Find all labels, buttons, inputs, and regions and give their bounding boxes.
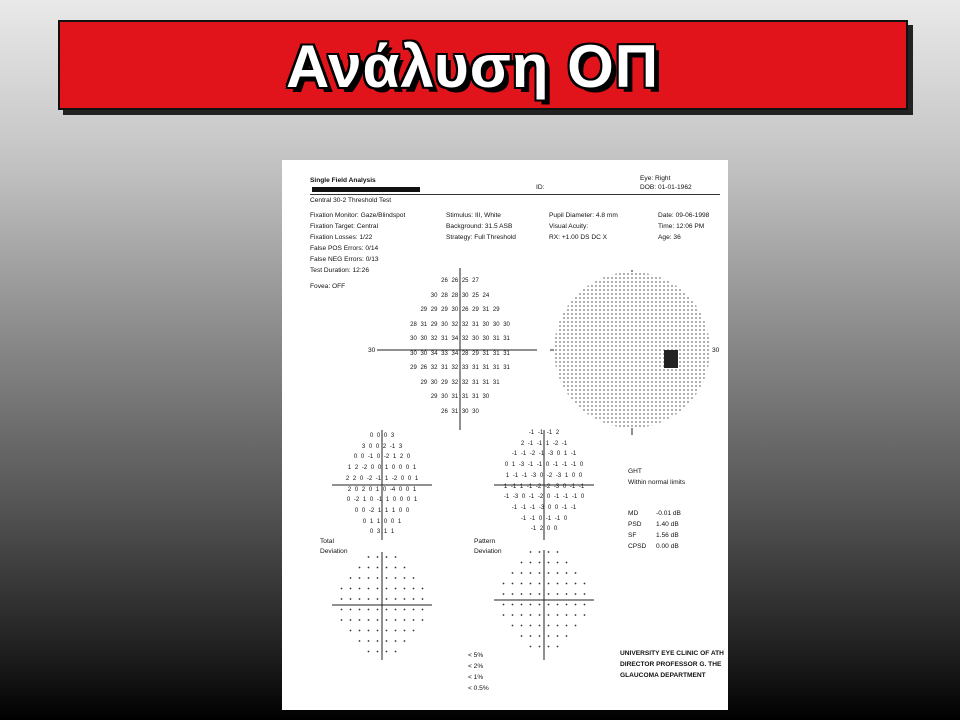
total-probability-dot <box>368 556 370 558</box>
pattern-probability-dot <box>512 593 514 595</box>
total-probability-dot <box>377 609 379 611</box>
total-probability-dot <box>359 567 361 569</box>
pattern-probability-dot <box>575 604 577 606</box>
pattern-probability-dot <box>503 604 505 606</box>
threshold-row: 29 29 29 30 26 29 31 29 <box>420 307 500 313</box>
pattern-probability-dot <box>539 635 541 637</box>
total-probability-dot <box>368 619 370 621</box>
total-probability-dot <box>395 609 397 611</box>
total-probability-dot <box>341 619 343 621</box>
total-probability-dot <box>404 619 406 621</box>
total-probability-dot <box>404 609 406 611</box>
pattern-probability-dot <box>557 583 559 585</box>
index-value: 1.40 dB <box>656 521 679 528</box>
id-label: ID: <box>536 184 545 191</box>
total-probability-dot <box>377 598 379 600</box>
total-probability-dot <box>413 630 415 632</box>
pattern-probability-dot <box>575 593 577 595</box>
total-probability-dot <box>386 598 388 600</box>
charts-layer <box>282 160 728 710</box>
total-probability-dot <box>377 651 379 653</box>
axis-label: 30 <box>368 347 376 354</box>
pattern-probability-dot <box>539 551 541 553</box>
footer-line: DIRECTOR PROFESSOR G. THE <box>620 661 722 668</box>
total-probability-dot <box>359 609 361 611</box>
total-probability-dot <box>395 630 397 632</box>
total-probability-dot <box>377 640 379 642</box>
threshold-row: 26 31 30 30 <box>441 408 479 415</box>
total-probability-dot <box>413 619 415 621</box>
pattern-probability-dot <box>548 551 550 553</box>
pattern-probability-dot <box>521 614 523 616</box>
pattern-probability-dot <box>503 614 505 616</box>
pattern-deviation-row: -1 -1 0 -1 -1 0 <box>520 515 568 522</box>
reliability-line: False POS Errors: 0/14 <box>310 245 379 252</box>
datetime-line: Time: 12:06 PM <box>658 223 705 230</box>
pattern-probability-dot <box>566 562 568 564</box>
pattern-probability-dot <box>557 551 559 553</box>
index-label: PSD <box>628 521 642 528</box>
total-probability-dot <box>395 588 397 590</box>
pattern-probability-dot <box>539 625 541 627</box>
pattern-probability-dot <box>521 593 523 595</box>
date-of-birth: DOB: 01-01-1962 <box>640 184 692 191</box>
pattern-probability-dot <box>566 572 568 574</box>
blind-spot-mark <box>664 350 678 368</box>
total-deviation-row: 0 -2 1 0 -1 1 0 0 0 1 <box>346 497 418 504</box>
reliability-line: Test Duration: 12:26 <box>310 267 370 274</box>
total-probability-dot <box>359 598 361 600</box>
pattern-probability-dot <box>557 646 559 648</box>
pattern-probability-dot <box>539 562 541 564</box>
ght-label: GHT <box>628 468 642 475</box>
pattern-deviation-row: -1 2 0 0 <box>530 526 558 533</box>
threshold-row: 29 26 32 31 32 33 31 31 31 31 <box>410 365 510 371</box>
total-probability-dot <box>413 609 415 611</box>
pattern-probability-dot <box>521 572 523 574</box>
pattern-probability-dot <box>503 593 505 595</box>
total-probability-dot <box>341 609 343 611</box>
total-probability-dot <box>395 640 397 642</box>
slide-title-box <box>58 20 908 110</box>
index-label: SF <box>628 532 637 539</box>
pattern-probability-dot <box>584 593 586 595</box>
total-probability-dot <box>377 567 379 569</box>
eye-side: Eye: Right <box>640 175 671 182</box>
pattern-label: Deviation <box>474 548 502 555</box>
legend-entry: < 5% <box>468 652 484 659</box>
pattern-probability-dot <box>557 614 559 616</box>
pattern-probability-dot <box>584 583 586 585</box>
total-probability-dot <box>359 619 361 621</box>
total-probability-dot <box>377 630 379 632</box>
pattern-probability-dot <box>530 646 532 648</box>
pattern-probability-dot <box>548 572 550 574</box>
total-probability-dot <box>350 588 352 590</box>
pattern-probability-dot <box>557 593 559 595</box>
slide-title: Ανάλυση ΟΠ <box>286 33 660 100</box>
total-probability-dot <box>386 588 388 590</box>
pattern-probability-dot <box>548 614 550 616</box>
total-probability-dot <box>368 640 370 642</box>
pattern-probability-dot <box>512 625 514 627</box>
reliability-line: Fixation Monitor: Gaze/Blindspot <box>310 212 406 219</box>
total-deviation-row: 2 0 2 0 1 0 -4 0 0 1 <box>347 486 417 493</box>
stimulus-line: Strategy: Full Threshold <box>446 234 516 241</box>
total-probability-dot <box>341 598 343 600</box>
total-probability-dot <box>368 630 370 632</box>
pattern-probability-dot <box>548 562 550 564</box>
total-probability-dot <box>377 556 379 558</box>
pattern-probability-dot <box>584 604 586 606</box>
stimulus-line: Stimulus: III, White <box>446 212 501 219</box>
pattern-probability-dot <box>566 604 568 606</box>
total-probability-dot <box>404 630 406 632</box>
total-probability-dot <box>386 630 388 632</box>
pattern-probability-dot <box>530 583 532 585</box>
total-probability-dot <box>386 651 388 653</box>
index-value: 0.00 dB <box>656 543 679 550</box>
total-probability-dot <box>413 577 415 579</box>
legend-entry: < 0.5% <box>468 685 489 692</box>
total-label: Deviation <box>320 548 348 555</box>
pattern-probability-dot <box>530 572 532 574</box>
total-probability-dot <box>350 619 352 621</box>
footer-line: UNIVERSITY EYE CLINIC OF ATH <box>620 650 724 657</box>
threshold-row: 29 30 31 31 31 30 <box>430 394 490 400</box>
total-deviation-row: 3 0 0 2 -1 3 <box>361 443 403 450</box>
pattern-probability-dot <box>548 583 550 585</box>
total-probability-dot <box>404 567 406 569</box>
total-probability-dot <box>350 598 352 600</box>
total-probability-dot <box>359 588 361 590</box>
test-name: Single Field Analysis <box>310 177 376 184</box>
datetime-line: Age: 36 <box>658 234 681 241</box>
reliability-line: Fixation Losses: 1/22 <box>310 234 373 241</box>
total-probability-dot <box>386 640 388 642</box>
pattern-probability-dot <box>566 635 568 637</box>
pattern-probability-dot <box>512 572 514 574</box>
reliability-line: False NEG Errors: 0/13 <box>310 256 379 263</box>
total-probability-dot <box>395 651 397 653</box>
total-deviation-row: 1 2 -2 0 0 1 0 0 0 1 <box>347 465 417 472</box>
threshold-row: 26 26 25 27 <box>441 278 479 284</box>
pupil-line: Pupil Diameter: 4.8 mm <box>549 212 618 219</box>
pattern-probability-dot <box>512 583 514 585</box>
datetime-line: Date: 09-06-1998 <box>658 212 710 219</box>
total-probability-dot <box>350 609 352 611</box>
pattern-probability-dot <box>548 604 550 606</box>
total-probability-dot <box>395 556 397 558</box>
pattern-probability-dot <box>557 604 559 606</box>
pupil-line: Visual Acuity: <box>549 223 589 230</box>
pattern-probability-dot <box>530 635 532 637</box>
total-probability-dot <box>359 577 361 579</box>
pattern-probability-dot <box>539 646 541 648</box>
ght-value: Within normal limits <box>628 479 686 486</box>
threshold-row: 28 31 29 30 32 32 31 30 30 30 <box>410 321 510 328</box>
total-probability-dot <box>422 598 424 600</box>
pattern-probability-dot <box>512 604 514 606</box>
pattern-probability-dot <box>539 593 541 595</box>
total-probability-dot <box>350 630 352 632</box>
total-probability-dot <box>422 588 424 590</box>
pattern-probability-dot <box>548 646 550 648</box>
pattern-deviation-row: -1 -1 -1 2 <box>528 430 560 436</box>
total-deviation-row: 0 0 0 3 <box>369 433 395 439</box>
pattern-probability-dot <box>566 593 568 595</box>
total-probability-dot <box>386 567 388 569</box>
total-probability-dot <box>377 577 379 579</box>
pattern-deviation-row: 1 -1 -1 -3 0 -2 -3 1 0 0 <box>505 472 583 479</box>
pattern-probability-dot <box>584 614 586 616</box>
grayscale-field-disc <box>554 272 710 428</box>
total-probability-dot <box>368 567 370 569</box>
test-program: Central 30-2 Threshold Test <box>310 197 392 204</box>
pattern-probability-dot <box>557 625 559 627</box>
pattern-probability-dot <box>566 614 568 616</box>
total-probability-dot <box>350 577 352 579</box>
pattern-probability-dot <box>530 562 532 564</box>
pattern-probability-dot <box>530 604 532 606</box>
total-probability-dot <box>413 598 415 600</box>
index-value: 1.56 dB <box>656 532 679 539</box>
total-probability-dot <box>386 619 388 621</box>
total-probability-dot <box>377 619 379 621</box>
pattern-probability-dot <box>530 551 532 553</box>
total-probability-dot <box>359 630 361 632</box>
total-probability-dot <box>368 651 370 653</box>
fovea-status: Fovea: OFF <box>310 283 346 290</box>
pattern-probability-dot <box>530 593 532 595</box>
total-deviation-row: 0 1 1 0 0 1 <box>362 518 402 525</box>
threshold-row: 30 30 32 31 34 32 30 30 31 31 <box>410 336 510 342</box>
pattern-probability-dot <box>557 635 559 637</box>
total-probability-dot <box>386 577 388 579</box>
total-deviation-row: 0 0 -1 0 -2 1 2 0 <box>353 454 411 461</box>
pattern-deviation-row: 2 -1 -1 1 -2 -1 <box>520 440 568 447</box>
pattern-probability-dot <box>575 583 577 585</box>
total-probability-dot <box>395 619 397 621</box>
total-probability-dot <box>422 609 424 611</box>
pattern-probability-dot <box>566 625 568 627</box>
pattern-probability-dot <box>521 635 523 637</box>
pattern-probability-dot <box>566 583 568 585</box>
pattern-probability-dot <box>503 583 505 585</box>
pattern-deviation-row: -1 -3 0 -1 -2 0 -1 -1 -1 0 <box>503 494 585 501</box>
pattern-probability-dot <box>512 614 514 616</box>
total-probability-dot <box>422 619 424 621</box>
pattern-probability-dot <box>539 604 541 606</box>
axis-label: 30 <box>712 347 720 354</box>
total-deviation-row: 0 0 -2 1 1 1 0 0 <box>354 507 410 514</box>
pattern-probability-dot <box>521 562 523 564</box>
pattern-probability-dot <box>521 625 523 627</box>
visual-field-printout <box>282 160 728 710</box>
pattern-probability-dot <box>530 614 532 616</box>
pattern-probability-dot <box>557 562 559 564</box>
threshold-row: 29 30 29 32 32 31 31 31 <box>420 379 500 386</box>
pattern-deviation-row: 1 -1 1 -1 -2 -2 -3 0 -1 -1 <box>503 483 585 490</box>
total-probability-dot <box>386 556 388 558</box>
pattern-probability-dot <box>539 583 541 585</box>
pupil-line: RX: +1.00 DS DC X <box>549 234 608 241</box>
total-probability-dot <box>368 588 370 590</box>
total-probability-dot <box>359 640 361 642</box>
pattern-label: Pattern <box>474 538 496 545</box>
pattern-deviation-row: 0 1 -3 -1 -1 0 -1 -1 -1 0 <box>504 462 584 469</box>
pattern-probability-dot <box>548 593 550 595</box>
pattern-probability-dot <box>530 625 532 627</box>
pattern-probability-dot <box>548 635 550 637</box>
total-probability-dot <box>413 588 415 590</box>
pattern-probability-dot <box>575 625 577 627</box>
pattern-probability-dot <box>575 614 577 616</box>
index-value: -0.01 dB <box>656 510 681 517</box>
footer-line: GLAUCOMA DEPARTMENT <box>620 672 706 679</box>
total-probability-dot <box>386 609 388 611</box>
stimulus-line: Background: 31.5 ASB <box>446 223 513 230</box>
total-probability-dot <box>404 640 406 642</box>
total-deviation-row: 0 3 1 1 <box>369 529 395 536</box>
threshold-row: 30 30 34 33 34 28 29 31 31 31 <box>410 350 510 357</box>
pattern-probability-dot <box>548 625 550 627</box>
pattern-deviation-row: -1 -1 -2 -1 -3 0 1 -1 <box>511 451 577 458</box>
total-probability-dot <box>368 577 370 579</box>
total-deviation-row: 2 2 0 -2 -1 1 -2 0 0 1 <box>345 475 419 482</box>
legend-entry: < 1% <box>468 674 484 681</box>
total-probability-dot <box>404 598 406 600</box>
legend-entry: < 2% <box>468 663 484 670</box>
pattern-probability-dot <box>539 614 541 616</box>
pattern-deviation-row: -1 -1 -1 -3 0 0 -1 -1 <box>511 504 577 511</box>
pattern-probability-dot <box>539 572 541 574</box>
pattern-probability-dot <box>575 572 577 574</box>
pattern-probability-dot <box>521 583 523 585</box>
pattern-probability-dot <box>557 572 559 574</box>
threshold-row: 30 28 28 30 25 24 <box>430 292 490 299</box>
total-probability-dot <box>341 588 343 590</box>
reliability-line: Fixation Target: Central <box>310 223 379 230</box>
total-label: Total <box>320 538 334 545</box>
index-label: CPSD <box>628 543 647 550</box>
total-probability-dot <box>368 598 370 600</box>
total-probability-dot <box>395 598 397 600</box>
total-probability-dot <box>395 577 397 579</box>
total-probability-dot <box>368 609 370 611</box>
total-probability-dot <box>377 588 379 590</box>
pattern-probability-dot <box>521 604 523 606</box>
total-probability-dot <box>395 567 397 569</box>
total-probability-dot <box>404 588 406 590</box>
index-label: MD <box>628 510 639 517</box>
total-probability-dot <box>404 577 406 579</box>
